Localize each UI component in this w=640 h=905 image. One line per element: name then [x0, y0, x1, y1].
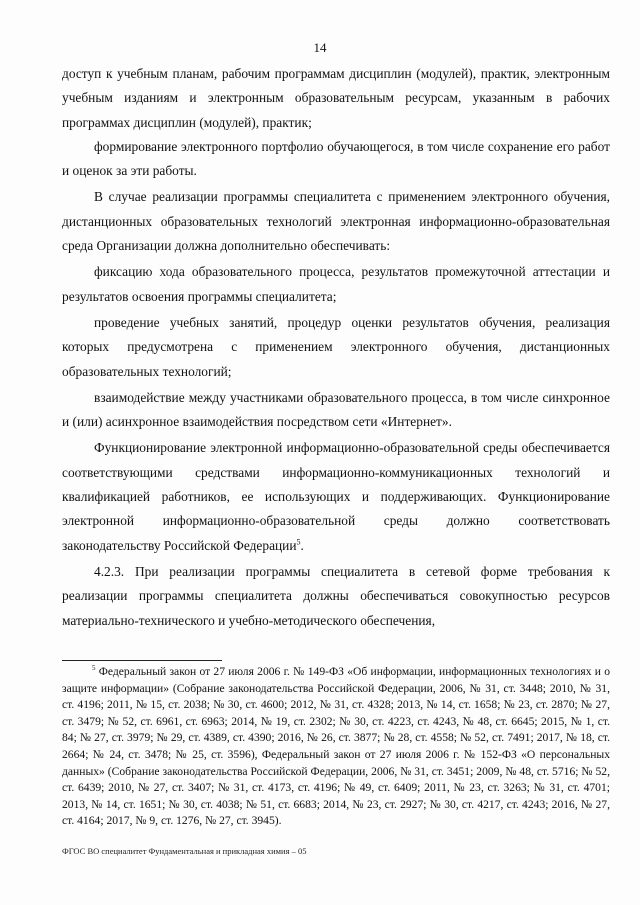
footnote-divider — [62, 660, 222, 661]
body-text — [62, 62, 610, 633]
page-footer: ФГОС ВО специалитет Фундаментальная и прикладная химия – 05 — [62, 846, 307, 856]
paragraph-electronic-portfolio: формирование электронного портфолио обучающегося, в том числе сохранение его работ и оценок за эти работы. — [62, 138, 610, 179]
paragraph-interaction: взаимодействие между участниками образовательного процесса, в том числе синхронное и (или) асинхронное взаимодействия посредством сети «Интернет». — [62, 389, 610, 430]
paragraph-conducting-classes: проведение учебных занятий, процедур оценки результатов обучения, реализация которых предусмотрена с применением электронного обучения, дистанционных образовательных технологий; — [62, 314, 610, 379]
footnote-5 — [62, 664, 610, 830]
paragraph-network-form: 4.2.3. При реализации программы специалитета в сетевой форме требования к реализации программы специалитета должны обеспечиваться совокупностью ресурсов материально-технического и учебно-методического обеспечения, — [62, 563, 610, 628]
paragraph-e-learning-case: В случае реализации программы специалитета с применением электронного обучения, дистанционных образовательных технологий электронная информационно-образовательная среда Организации должна дополнительно обеспечивать: — [62, 189, 610, 254]
paragraph-recording-progress: фиксацию хода образовательного процесса, результатов промежуточной аттестации и результатов освоения программы специалитета; — [62, 264, 610, 304]
paragraph-functioning: Функционирование электронной информационно-образовательной среды обеспечивается соответствующими средствами информационно-коммуникационных технологий и квалификацией работников, ее использующих и поддерживающих. Функционирование электронной информационно-образовательной среды должно соответствовать законодательству Российской Федерации$^5$. — [62, 440, 610, 553]
footnote-marker: 5 — [92, 664, 96, 673]
page-number: 14 — [313, 40, 327, 55]
footnote-reference[interactable]: 5 — [296, 537, 301, 547]
paragraph-functioning-text: Функционирование электронной информационно-образовательной среды обеспечивается соответствующими средствами информационно-коммуникационных технологий и квалификацией работников, ее использующих и поддерживающих. Функционирование электронной информационно-образовательной среды должно соответствовать законодательству Российской Федерации — [62, 440, 610, 553]
footnote-text: Федеральный закон от 27 июля 2006 г. № 149-ФЗ «Об информации, информационных технологиях и о защите информации» (Собрание законодательства Российской Федерации, 2006, № 31, ст. 3448; 2010, № 31, ст. 4196; 2011, № 15, ст. 2038; № 30, ст. 4600; 2012, № 31, ст. 4328; 2013, № 14, ст. 1658; № 23, ст. 2870; № 27, ст. 3479; № 52, ст. 6961, ст. 6963; 2014, № 19, ст. 2302; № 30, ст. 4223, ст. 4243, № 48, ст. 6645; 2015, № 1, ст. 84; № 27, ст. 3979; № 29, ст. 4389, ст. 4390; 2016, № 26, ст. 3877; № 28, ст. 4558; № 52, ст. 7491; 2017, № 18, ст. 2664; № 24, ст. 3478; № 25, ст. 3596), Федеральный закон от 27 июля 2006 г. № 152-ФЗ «О персональных данных» (Собрание законодательства Российской Федерации, 2006, № 31, ст. 3451; 2009, № 48, ст. 5716; № 52, ст. 6439; 2010, № 27, ст. 3407; № 31, ст. 4173, ст. 4196; № 49, ст. 6409; 2011, № 23, ст. 3263; № 31, ст. 4701; 2013, № 14, ст. 1651; № 30, ст. 4038; № 51, ст. 6683; 2014, № 23, ст. 2927; № 30, ст. 4217, ст. 4243; 2016, № 27, ст. 4164; 2017, № 9, ст. 1276, № 27, ст. 3945). — [62, 665, 610, 828]
paragraph-access-to-curricula: доступ к учебным планам, рабочим программам дисциплин (модулей), практик, электронным учебным изданиям и электронным образовательным ресурсам, указанным в рабочих программах дисциплин (модулей), практик; — [62, 66, 610, 130]
